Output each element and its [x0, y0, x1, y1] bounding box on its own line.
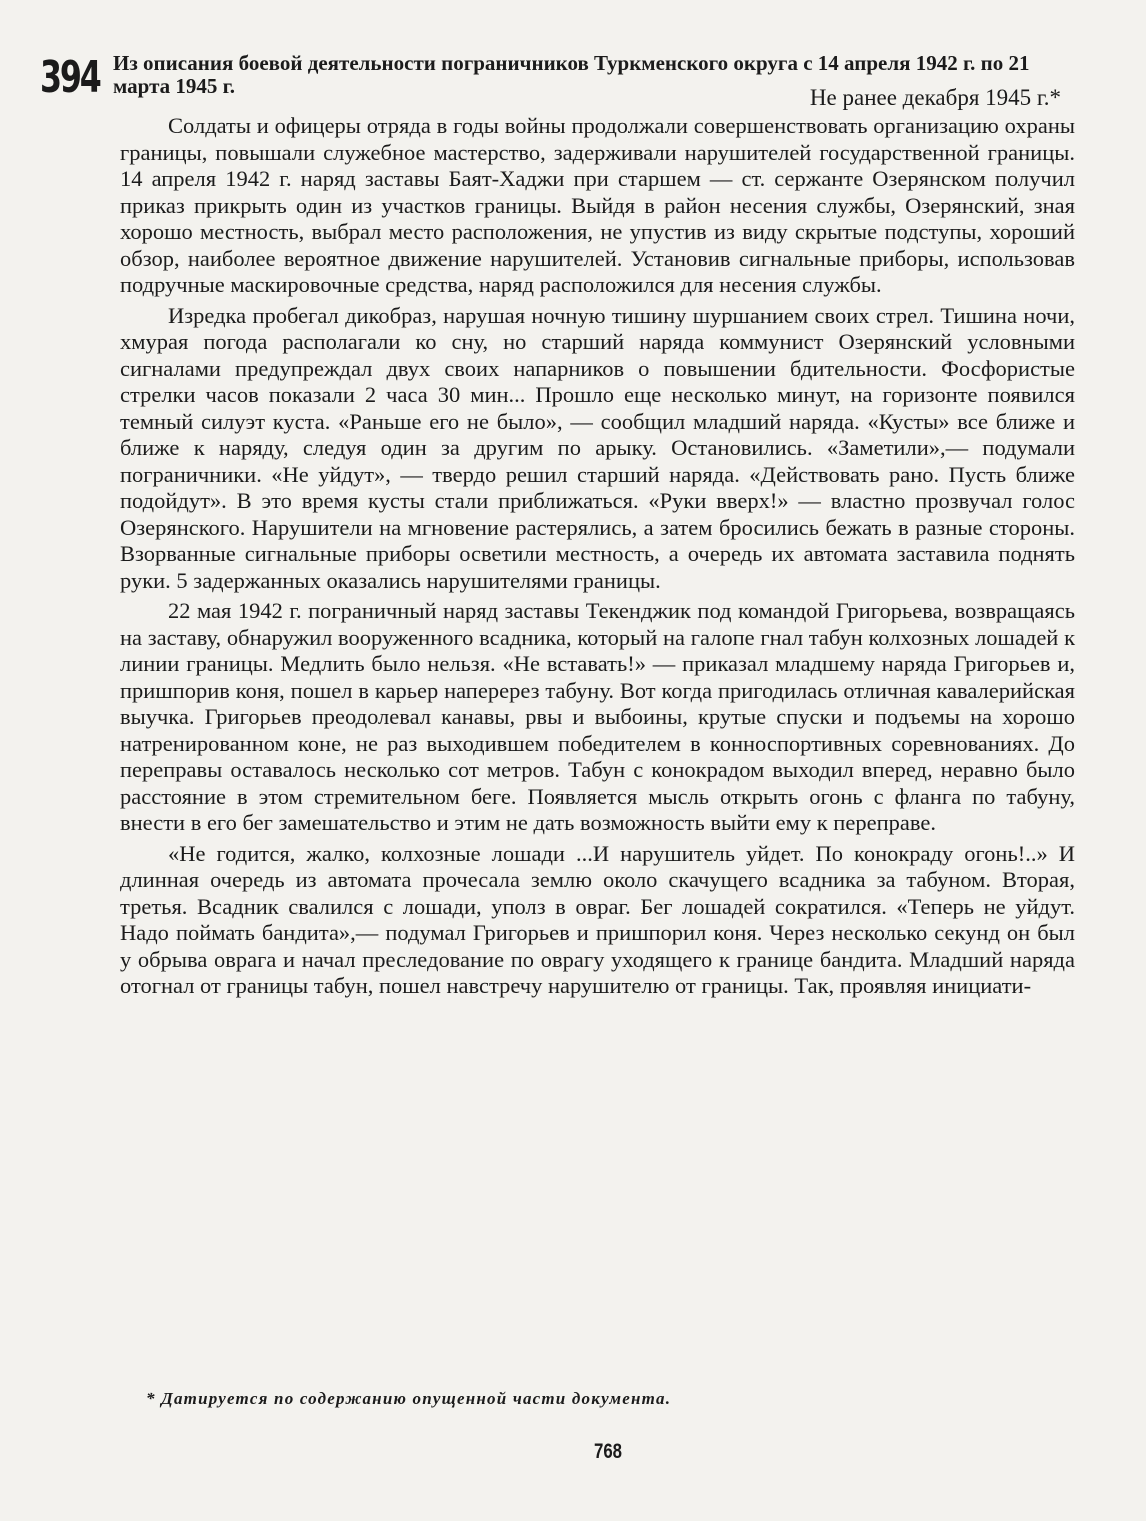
paragraph: «Не годится, жалко, колхозные лошади ...И нарушитель уйдет. По конокраду огонь!..» И длинная очередь из автомата прочесала землю около скачущего всадника за табуном. Вторая, третья. Всадник свалился с лошади, уполз в овраг. Бег лошадей сократился. «Теперь не уйдут. Надо поймать бандита»,— подумал Григорьев и пришпорил коня. Через несколько секунд он был у обрыва оврага и начал преследование по оврагу уходящего к границе бандита. Младший наряда отогнал от границы табун, пошел навстречу нарушителю от границы. Так, проявляя инициати- [120, 840, 1075, 998]
document-number: 394 [40, 52, 100, 103]
document-date: Не ранее декабря 1945 г.* [809, 85, 1061, 110]
paragraph: 22 мая 1942 г. пограничный наряд заставы Текенджик под командой Григорьева, возвращаясь на заставу, обнаружил вооруженного всадника, который на галопе гнал табун колхозных лошадей к линии границы. Медлить было нельзя. «Не вставать!» — приказал младшему наряда Григорьев и, пришпорив коня, пошел в карьер наперерез табуну. Вот когда пригодилась отличная кавалерийская выучка. Григорьев преодолевал канавы, рвы и выбоины, крутые спуски и подъемы на хорошо натренированном коне, не раз выходившем победителем в конноспортивных соревнованиях. До переправы оставалось несколько сот метров. Табун с конокрадом выходил вперед, неравно было расстояние в этом стремительном беге. Появляется мысль открыть огонь с фланга по табуну, внести в его бег замешательство и этим не дать возможность выйти ему к переправе. [120, 598, 1075, 835]
footnote: * Датируется по содержанию опущенной части документа. [146, 1389, 672, 1408]
page-number: 768 [593, 1440, 623, 1463]
document-title: Из описания боевой деятельности пограничников Туркменского округа с 14 апреля 1942 г. по 21 марта 1945 г. [113, 51, 1030, 98]
paragraph: Солдаты и офицеры отряда в годы войны продолжали совершенствовать организацию охраны границы, повышали служебное мастерство, задерживали нарушителей государственной границы. 14 апреля 1942 г. наряд заставы Баят-Хаджи при старшем — ст. сержанте Озерянском получил приказ прикрыть один из участков границы. Выйдя в район несения службы, Озерянский, зная хорошо местность, выбрал место расположения, не упустив из виду скрытые подступы, хороший обзор, наиболее вероятное движение нарушителей. Установив сигнальные приборы, использовав подручные маскировочные средства, наряд расположился для несения службы. [120, 113, 1075, 297]
document-body [120, 113, 1075, 1004]
paragraph: Изредка пробегал дикобраз, нарушая ночную тишину шуршанием своих стрел. Тишина ночи, хмурая погода располагали ко сну, но старший наряда коммунист Озерянский условными сигналами предупреждал двух своих напарников о повышении бдительности. Фосфористые стрелки часов показали 2 часа 30 мин... Прошло еще несколько минут, на горизонте появился темный силуэт куста. «Раньше его не было», — сообщил младший наряда. «Кусты» все ближе и ближе к наряду, следуя один за другим по арыку. Остановились. «Заметили»,— подумали пограничники. «Не уйдут», — твердо решил старший наряда. «Действовать рано. Пусть ближе подойдут». В это время кусты стали приближаться. «Руки вверх!» — властно прозвучал голос Озерянского. Нарушители на мгновение растерялись, а затем бросились бежать в разные стороны. Взорванные сигнальные приборы осветили местность, а очередь их автомата заставила поднять руки. 5 задержанных оказались нарушителями границы. [120, 302, 1075, 593]
